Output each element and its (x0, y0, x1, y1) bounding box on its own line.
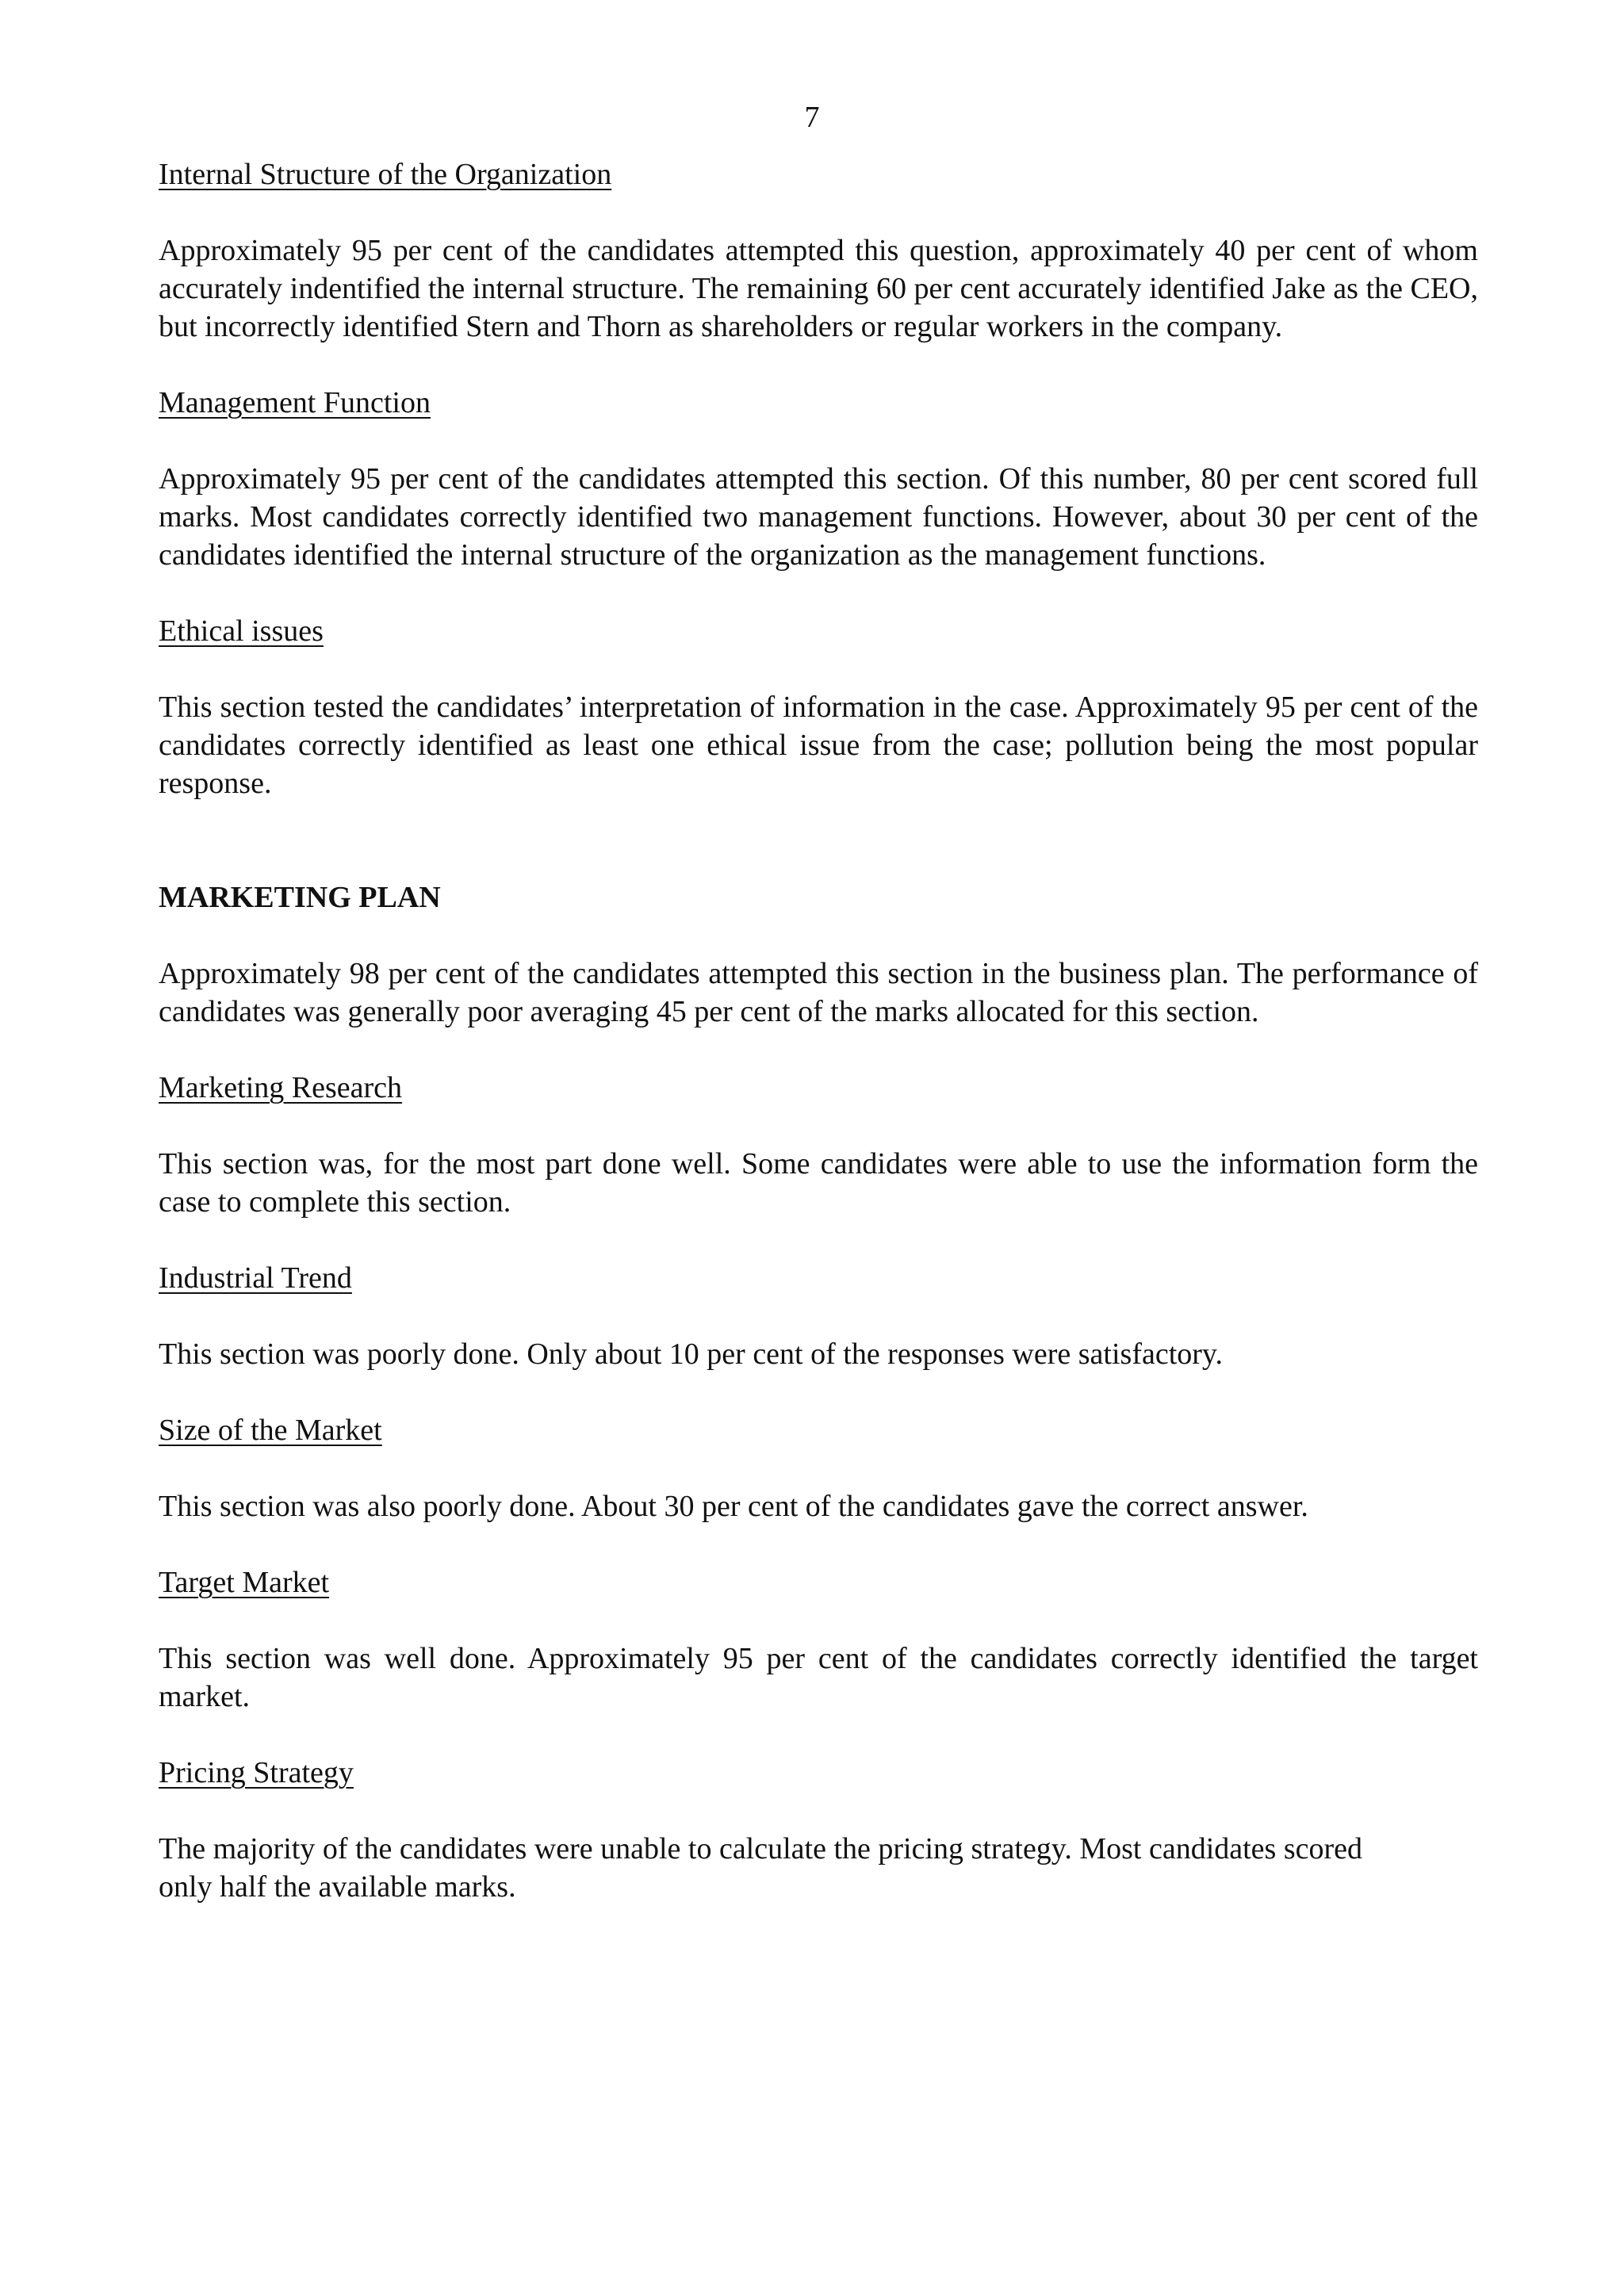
ethical-issues-paragraph: This section tested the candidates’ interpretation of information in the case. Approximately 95 per cent of the candidates correctly identified as least one ethical issue from the case; pollution being the most popular response. (159, 691, 1478, 800)
target-market-paragraph: This section was well done. Approximately 95 per cent of the candidates correctly identified the target market. (159, 1642, 1478, 1713)
target-market-heading: Target Market (159, 1566, 330, 1599)
page-content (159, 155, 1478, 1906)
page-number: 7 (804, 101, 820, 134)
internal-structure-heading: Internal Structure of the Organization (159, 158, 612, 191)
marketing-plan-title: MARKETING PLAN (159, 881, 441, 914)
pricing-strategy-heading: Pricing Strategy (159, 1756, 354, 1789)
size-of-market-heading: Size of the Market (159, 1414, 382, 1447)
marketing-research-paragraph: This section was, for the most part done well. Some candidates were able to use the information form the case to complete this section. (159, 1147, 1478, 1219)
ethical-issues-heading: Ethical issues (159, 614, 324, 648)
management-function-heading: Management Function (159, 386, 431, 419)
pricing-strategy-paragraph: The majority of the candidates were unable to calculate the pricing strategy. Most candidates scored only half the available marks. (159, 1832, 1363, 1904)
marketing-research-heading: Marketing Research (159, 1071, 403, 1104)
industrial-trend-paragraph: This section was poorly done. Only about 10 per cent of the responses were satisfactory. (159, 1337, 1223, 1371)
management-function-paragraph: Approximately 95 per cent of the candidates attempted this section. Of this number, 80 per cent scored full marks. Most candidates correctly identified two management functions. However, about 30 per cent of the candidates identified the internal structure of the organization as the management functions. (159, 462, 1478, 572)
size-of-market-paragraph: This section was also poorly done. About 30 per cent of the candidates gave the correct answer. (159, 1490, 1308, 1523)
industrial-trend-heading: Industrial Trend (159, 1261, 352, 1295)
marketing-plan-intro: Approximately 98 per cent of the candidates attempted this section in the business plan. The performance of candidates was generally poor averaging 45 per cent of the marks allocated for this section. (159, 957, 1478, 1028)
internal-structure-paragraph: Approximately 95 per cent of the candidates attempted this question, approximately 40 per cent of whom accurately indentified the internal structure. The remaining 60 per cent accurately identified Jake as the CEO, but incorrectly identified Stern and Thorn as shareholders or regular workers in the company. (159, 234, 1478, 343)
